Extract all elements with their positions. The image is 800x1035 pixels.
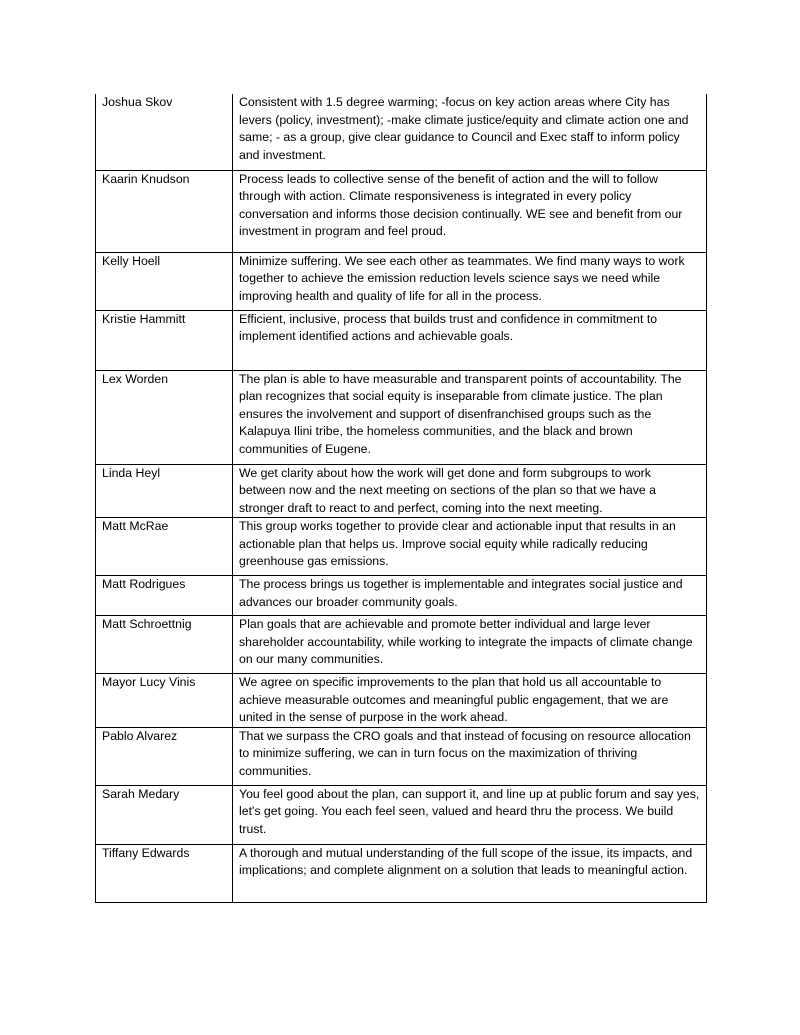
table-row [96,518,707,576]
table-row [96,170,707,252]
participant-name: Kaarin Knudson [96,170,233,252]
participant-name: Matt McRae [96,518,233,576]
participant-response: The process brings us together is implementable and integrates social justice and advances our broader community goals. [233,576,707,616]
table-row [96,464,707,518]
participant-response: A thorough and mutual understanding of the full scope of the issue, its impacts, and implications; and complete alignment on a solution that leads to meaningful action. [233,844,707,902]
participant-name: Kristie Hammitt [96,310,233,370]
participant-response: The plan is able to have measurable and transparent points of accountability. The plan recognizes that social equity is inseparable from climate justice. The plan ensures the involvement and support of disenfranchised groups such as the Kalapuya Ilini tribe, the homeless communities, and the black and brown communities of Eugene. [233,370,707,464]
participant-name: Kelly Hoell [96,252,233,310]
participant-name: Linda Heyl [96,464,233,518]
participant-response: Process leads to collective sense of the benefit of action and the will to follow through with action. Climate responsiveness is integrated in every policy conversation and informs those decision continually. WE see and benefit from our investment in program and feel proud. [233,170,707,252]
participant-response: Efficient, inclusive, process that builds trust and confidence in commitment to implement identified actions and achievable goals. [233,310,707,370]
table-row [96,370,707,464]
participant-response: Consistent with 1.5 degree warming; -focus on key action areas where City has levers (policy, investment); -make climate justice/equity and climate action one and same; - as a group, give clear guidance to Council and Exec staff to inform policy and investment. [233,94,707,170]
participant-name: Matt Schroettnig [96,616,233,674]
table-row [96,94,707,170]
participant-name: Joshua Skov [96,94,233,170]
participant-name: Pablo Alvarez [96,727,233,785]
participant-response: Minimize suffering. We see each other as teammates. We find many ways to work together to achieve the emission reduction levels science says we need while improving health and quality of life for all in the process. [233,252,707,310]
participant-name: Lex Worden [96,370,233,464]
participant-name: Sarah Medary [96,785,233,844]
table-row [96,616,707,674]
table-row [96,674,707,728]
participant-response: Plan goals that are achievable and promote better individual and large lever shareholder accountability, while working to integrate the impacts of climate change on our many communities. [233,616,707,674]
responses-table [95,94,707,903]
participant-name: Tiffany Edwards [96,844,233,902]
participant-response: That we surpass the CRO goals and that instead of focusing on resource allocation to minimize suffering, we can in turn focus on the maximization of thriving communities. [233,727,707,785]
table-row [96,844,707,902]
participant-response: This group works together to provide clear and actionable input that results in an actionable plan that helps us. Improve social equity while radically reducing greenhouse gas emissions. [233,518,707,576]
participant-response: We agree on specific improvements to the plan that hold us all accountable to achieve measurable outcomes and meaningful public engagement, that we are united in the sense of purpose in the work ahead. [233,674,707,728]
table-row [96,576,707,616]
participant-name: Matt Rodrigues [96,576,233,616]
table-row [96,727,707,785]
participant-response: We get clarity about how the work will get done and form subgroups to work between now and the next meeting on sections of the plan so that we have a stronger draft to react to and perfect, coming into the next meeting. [233,464,707,518]
table-row [96,252,707,310]
participant-name: Mayor Lucy Vinis [96,674,233,728]
table-row [96,785,707,844]
table-row [96,310,707,370]
participant-response: You feel good about the plan, can support it, and line up at public forum and say yes, let's get going. You each feel seen, valued and heard thru the process. We build trust. [233,785,707,844]
